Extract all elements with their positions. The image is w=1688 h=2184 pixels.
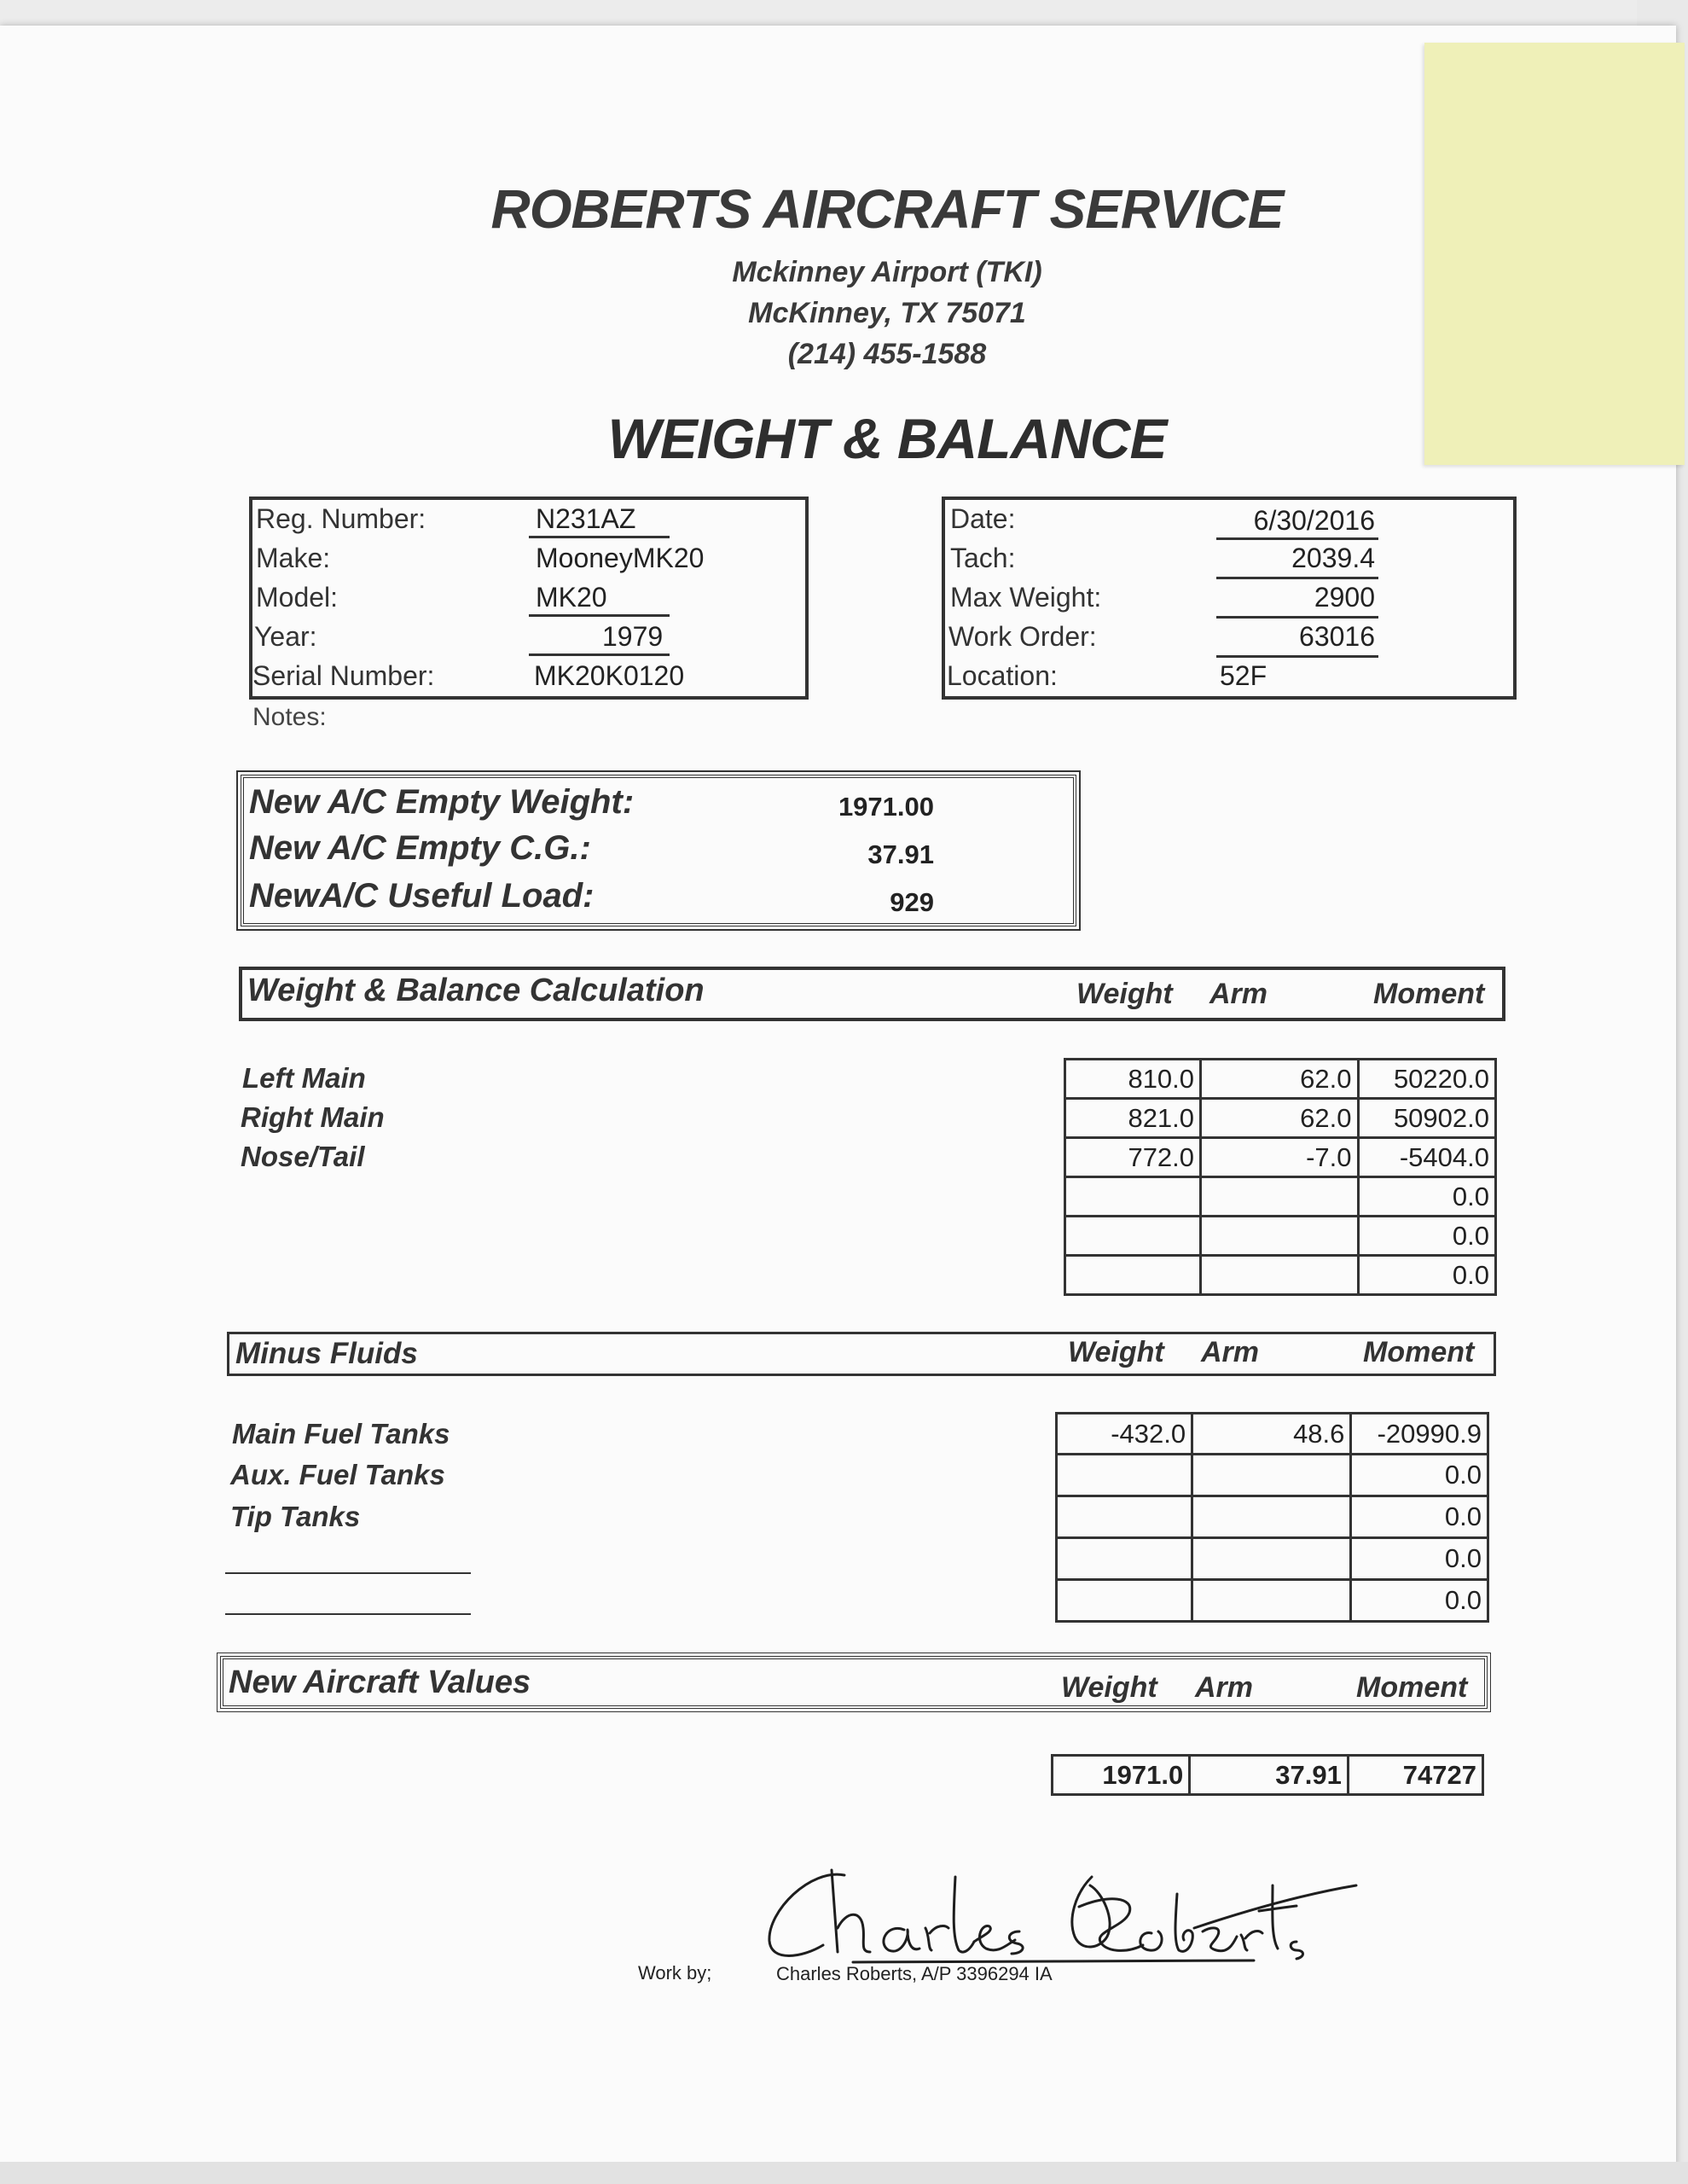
- make-label: Make:: [256, 543, 331, 573]
- empty-weight-value: 1971.00: [838, 792, 934, 822]
- location-value: 52F: [1220, 660, 1267, 691]
- fluids-table: [1055, 1412, 1489, 1623]
- table-row: [1065, 1217, 1496, 1256]
- work-order-label: Work Order:: [948, 621, 1097, 652]
- year-value: 1979: [602, 621, 664, 652]
- arm-cell: [1192, 1455, 1351, 1496]
- useful-load-value: 929: [890, 887, 934, 917]
- empty-cg-value: 37.91: [867, 839, 934, 869]
- weight-cell: [1057, 1496, 1192, 1538]
- newvalues-table: [1051, 1754, 1484, 1796]
- fluids-row-label: Main Fuel Tanks: [232, 1418, 450, 1449]
- calc-col-arm: Arm: [1209, 978, 1268, 1010]
- company-name: ROBERTS AIRCRAFT SERVICE: [490, 178, 1284, 240]
- weight-cell: [1057, 1538, 1192, 1580]
- table-row: [1057, 1496, 1488, 1538]
- date-underline: [1216, 537, 1378, 540]
- reg-underline: [529, 536, 670, 538]
- table-row: [1053, 1756, 1483, 1795]
- calc-title: Weight & Balance Calculation: [247, 973, 705, 1008]
- moment-cell: 0.0: [1351, 1580, 1488, 1622]
- blank-line: [225, 1613, 471, 1615]
- moment-cell: 0.0: [1351, 1455, 1488, 1496]
- arm-cell: [1201, 1177, 1358, 1217]
- table-row: [1065, 1256, 1496, 1295]
- reg-label: Reg. Number:: [256, 503, 426, 534]
- weight-cell: -432.0: [1057, 1414, 1192, 1455]
- reg-value: N231AZ: [536, 503, 636, 534]
- fluids-col-weight: Weight: [1068, 1336, 1164, 1368]
- work-order-underline: [1216, 655, 1378, 658]
- fluids-row-label: Aux. Fuel Tanks: [230, 1459, 445, 1490]
- date-label: Date:: [950, 503, 1016, 534]
- useful-load-label: NewA/C Useful Load:: [249, 877, 595, 915]
- fluids-col-moment: Moment: [1363, 1336, 1475, 1368]
- total-moment-cell: 74727: [1348, 1756, 1482, 1795]
- page-edge-top: [0, 0, 1688, 27]
- weight-cell: [1065, 1177, 1201, 1217]
- newvalues-col-moment: Moment: [1356, 1671, 1468, 1704]
- arm-cell: 48.6: [1192, 1414, 1351, 1455]
- arm-cell: [1201, 1217, 1358, 1256]
- arm-cell: [1201, 1256, 1358, 1295]
- total-arm-cell: 37.91: [1190, 1756, 1349, 1795]
- max-weight-underline: [1216, 616, 1378, 619]
- document-title: WEIGHT & BALANCE: [607, 407, 1167, 470]
- weight-cell: [1065, 1217, 1201, 1256]
- moment-cell: 50902.0: [1358, 1099, 1495, 1138]
- table-row: [1065, 1138, 1496, 1177]
- table-row: [1065, 1099, 1496, 1138]
- arm-cell: 62.0: [1201, 1060, 1358, 1099]
- moment-cell: 0.0: [1358, 1177, 1495, 1217]
- location-label: Location:: [947, 660, 1058, 691]
- arm-cell: [1192, 1538, 1351, 1580]
- address-line-2: McKinney, TX 75071: [748, 297, 1026, 329]
- serial-label: Serial Number:: [252, 660, 435, 691]
- make-value: MooneyMK20: [536, 543, 705, 573]
- moment-cell: -20990.9: [1351, 1414, 1488, 1455]
- arm-cell: [1192, 1496, 1351, 1538]
- calc-row-label: Left Main: [242, 1062, 366, 1094]
- moment-cell: 0.0: [1358, 1217, 1495, 1256]
- fluids-col-arm: Arm: [1201, 1336, 1260, 1368]
- moment-cell: 0.0: [1351, 1538, 1488, 1580]
- work-order-value: 63016: [1299, 621, 1375, 652]
- work-by-label: Work by;: [638, 1962, 712, 1984]
- weight-cell: 821.0: [1065, 1099, 1201, 1138]
- tach-value: 2039.4: [1291, 543, 1375, 573]
- moment-cell: 50220.0: [1358, 1060, 1495, 1099]
- serial-value: MK20K0120: [534, 660, 685, 691]
- technician-name: Charles Roberts, A/P 3396294 IA: [776, 1963, 1053, 1984]
- table-row: [1065, 1060, 1496, 1099]
- newvalues-title: New Aircraft Values: [229, 1664, 531, 1700]
- calc-col-moment: Moment: [1373, 978, 1485, 1010]
- calc-col-weight: Weight: [1076, 978, 1173, 1010]
- tach-underline: [1216, 577, 1378, 579]
- phone-number: (214) 455-1588: [787, 338, 987, 370]
- table-row: [1057, 1538, 1488, 1580]
- sticky-note: [1424, 43, 1685, 465]
- newvalues-col-arm: Arm: [1195, 1671, 1254, 1704]
- max-weight-value: 2900: [1314, 582, 1375, 613]
- moment-cell: -5404.0: [1358, 1138, 1495, 1177]
- tach-label: Tach:: [950, 543, 1016, 573]
- moment-cell: 0.0: [1351, 1496, 1488, 1538]
- empty-cg-label: New A/C Empty C.G.:: [249, 829, 591, 867]
- weight-cell: 810.0: [1065, 1060, 1201, 1099]
- year-underline: [529, 653, 670, 656]
- signature: [751, 1860, 1365, 1971]
- page-edge-bottom: [0, 2162, 1688, 2184]
- newvalues-col-weight: Weight: [1061, 1671, 1157, 1704]
- address-line-1: Mckinney Airport (TKI): [732, 256, 1042, 288]
- arm-cell: -7.0: [1201, 1138, 1358, 1177]
- table-row: [1057, 1414, 1488, 1455]
- year-label: Year:: [254, 621, 317, 652]
- moment-cell: 0.0: [1358, 1256, 1495, 1295]
- fluids-row-label: Tip Tanks: [230, 1501, 361, 1532]
- arm-cell: [1192, 1580, 1351, 1622]
- model-underline: [529, 614, 670, 617]
- blank-line: [225, 1572, 471, 1574]
- calc-table: [1064, 1058, 1497, 1296]
- weight-cell: [1057, 1455, 1192, 1496]
- total-weight-cell: 1971.0: [1053, 1756, 1190, 1795]
- fluids-title: Minus Fluids: [235, 1337, 418, 1370]
- calc-row-label: Right Main: [241, 1101, 385, 1133]
- weight-cell: [1057, 1580, 1192, 1622]
- model-label: Model:: [256, 582, 339, 613]
- weight-cell: [1065, 1256, 1201, 1295]
- calc-row-label: Nose/Tail: [241, 1141, 365, 1172]
- model-value: MK20: [536, 582, 607, 613]
- table-row: [1057, 1580, 1488, 1622]
- empty-weight-label: New A/C Empty Weight:: [249, 783, 635, 821]
- date-value: 6/30/2016: [1253, 505, 1375, 536]
- max-weight-label: Max Weight:: [950, 582, 1102, 613]
- weight-cell: 772.0: [1065, 1138, 1201, 1177]
- table-row: [1065, 1177, 1496, 1217]
- arm-cell: 62.0: [1201, 1099, 1358, 1138]
- notes-label: Notes:: [252, 703, 327, 731]
- table-row: [1057, 1455, 1488, 1496]
